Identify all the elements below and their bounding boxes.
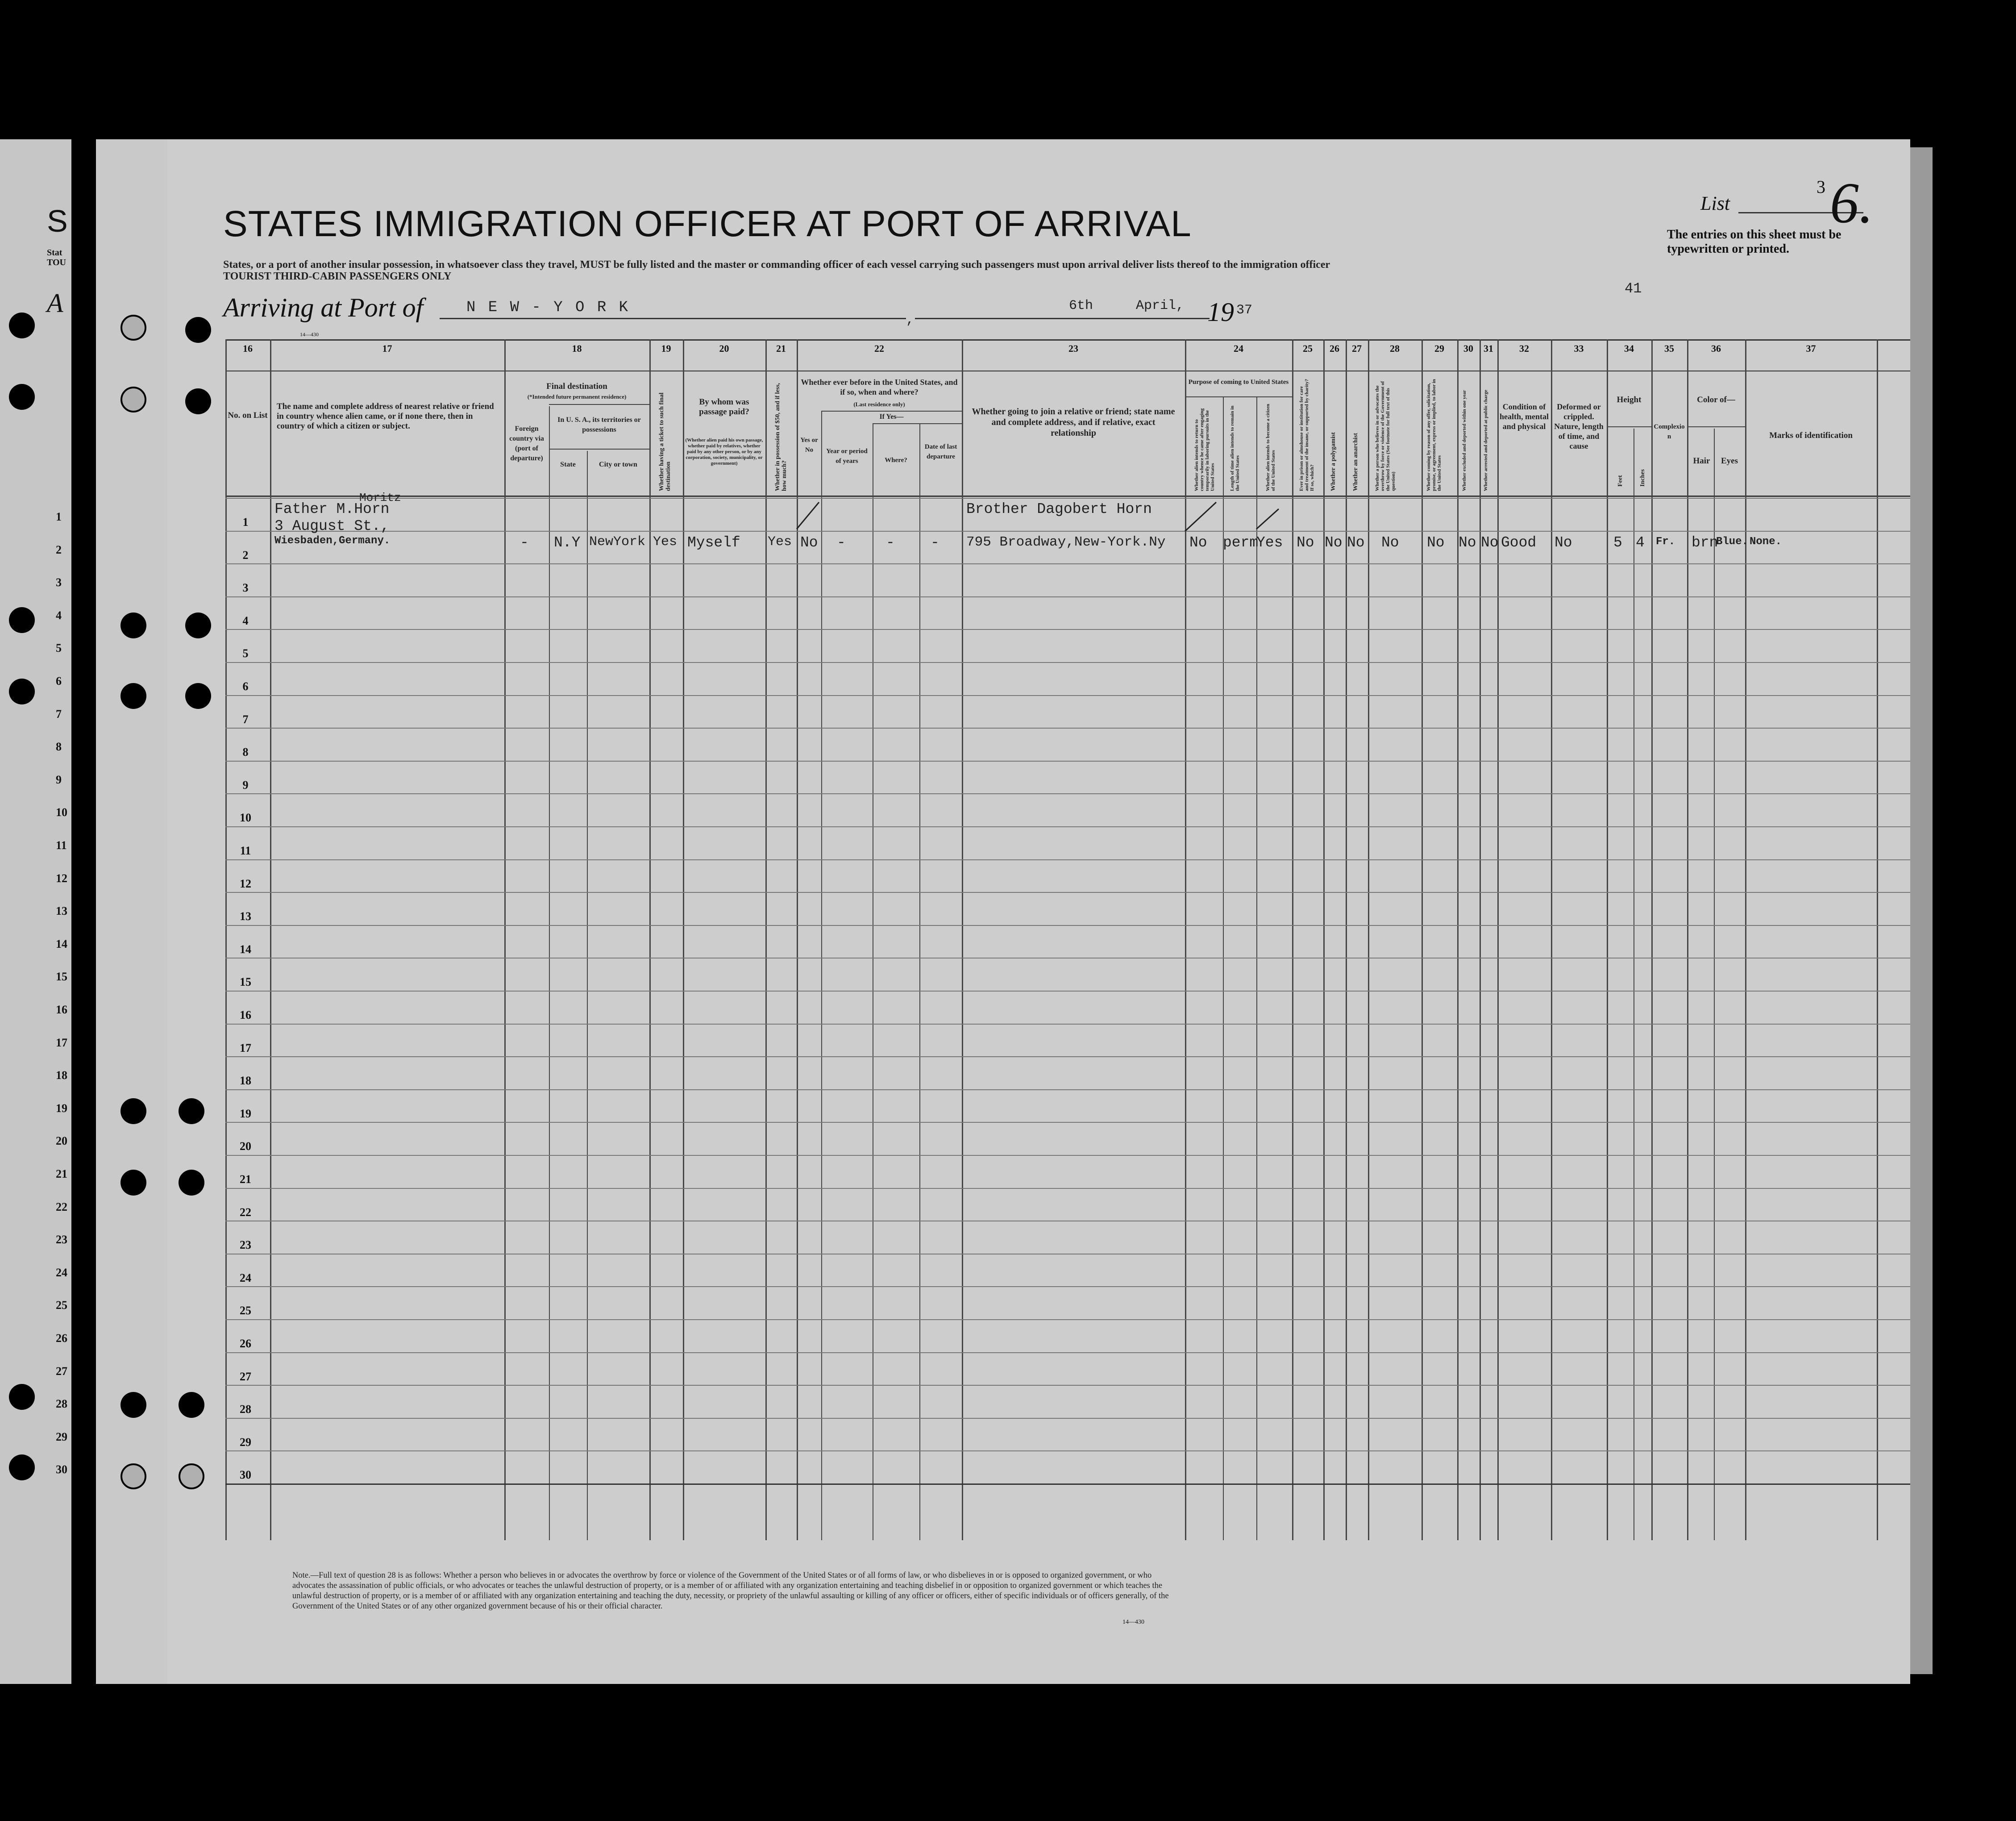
colnum-31: 31 xyxy=(1484,343,1493,354)
header-eyes: Eyes xyxy=(1721,456,1738,466)
prev-sheet-row-number: 13 xyxy=(56,904,67,918)
header-labor-offer: Whether coming by reason of any offer, solicitation, promise, or agreement, express or implied, to labor in the United States xyxy=(1426,379,1442,491)
colnum-26: 26 xyxy=(1330,343,1339,354)
prev-sheet-row-number: 12 xyxy=(56,871,67,885)
departure-date-value: - xyxy=(931,534,939,551)
prev-sheet-row-number: 5 xyxy=(56,642,62,655)
where-value: - xyxy=(886,534,895,551)
row-line xyxy=(225,531,1910,532)
row-line xyxy=(225,1450,1910,1451)
row-line xyxy=(225,1089,1910,1090)
marks-value: None. xyxy=(1750,536,1782,548)
header-passage-paid-note: (Whether alien paid his own passage, whether paid by relatives, whether paid by any other person, or by any corporation, society, municipality, or government) xyxy=(685,438,763,466)
relative-street: 3 August St., xyxy=(274,518,390,534)
header-years: Year or period of years xyxy=(826,448,868,465)
row-number: 28 xyxy=(240,1403,251,1416)
form-instructions: States, or a port of another insular possession, in whatsoever class they travel, MUST be fully listed and the master or commanding officer of each vessel carrying such passengers must upon arrival deliver lists thereof to the immigration officer xyxy=(223,259,1330,271)
list-number: 6. xyxy=(1830,171,1874,235)
passenger-class-heading: TOURIST THIRD-CABIN PASSENGERS ONLY xyxy=(223,271,452,282)
q29-value: No xyxy=(1427,534,1445,551)
row-number: 18 xyxy=(240,1074,251,1088)
prev-sheet-row-number: 29 xyxy=(56,1430,67,1443)
arrival-day: 6th xyxy=(1069,298,1093,313)
prev-sheet-row-number: 30 xyxy=(56,1463,67,1476)
header-health: Condition of health, mental and physical xyxy=(1500,402,1549,431)
row-line xyxy=(225,761,1910,762)
row-number: 27 xyxy=(240,1370,251,1383)
list-label: List xyxy=(1700,192,1730,214)
list-prefix: 3 xyxy=(1816,177,1825,197)
header-height: Height xyxy=(1617,395,1642,404)
prev-sheet-row-number: 23 xyxy=(56,1233,67,1246)
prev-sheet-row-number: 15 xyxy=(56,970,67,983)
form-title: STATES IMMIGRATION OFFICER AT PORT OF ARRIVAL xyxy=(223,204,1192,244)
prev-sheet-letter: S xyxy=(47,204,68,238)
typewritten-notice: The entries on this sheet must be typewritten or printed. xyxy=(1667,228,1841,256)
prev-sheet-row-number: 18 xyxy=(56,1069,67,1082)
header-date-departure: Date of last departure xyxy=(924,443,957,460)
port-value: N E W - Y O R K xyxy=(466,299,630,316)
row-number: 1 xyxy=(242,516,249,529)
year-suffix: 37 xyxy=(1236,303,1253,318)
prev-sheet-row-number: 17 xyxy=(56,1036,67,1049)
header-if-yes: If Yes— xyxy=(879,413,904,421)
binding-strip xyxy=(96,139,167,1684)
row-number: 21 xyxy=(240,1173,251,1186)
colnum-34: 34 xyxy=(1624,343,1634,354)
colnum-36: 36 xyxy=(1711,343,1721,354)
header-question-28: Whether a person who believes in or advocates the overthrow by force or violence of the Government of the United States (See footnote for full text of this question) xyxy=(1375,381,1396,491)
city-value: NewYork xyxy=(589,534,646,550)
prev-sheet-row-number: 14 xyxy=(56,937,67,950)
prev-sheet-row-number: 24 xyxy=(56,1266,67,1279)
row-line xyxy=(225,859,1910,860)
form-code-bottom: 14—430 xyxy=(1122,1619,1144,1625)
header-state: State xyxy=(560,461,576,468)
header-ever-before: Whether ever before in the United States, and if so, when and where? xyxy=(801,378,958,396)
header-fifty-dollars: Whether in possession of $50, and if less, how much? xyxy=(774,383,788,491)
header-final-destination-note: (*Intended future permanent residence) xyxy=(527,393,627,400)
port-underline xyxy=(440,318,906,319)
colnum-27: 27 xyxy=(1352,343,1362,354)
prev-sheet-row-number: 4 xyxy=(56,608,62,622)
check-mark-ever-before xyxy=(792,498,823,533)
prev-sheet-row-number: 8 xyxy=(56,740,62,754)
complexion-value: Fr. xyxy=(1656,536,1675,548)
row-number: 14 xyxy=(240,942,251,956)
row-line xyxy=(225,793,1910,794)
row-number: 29 xyxy=(240,1435,251,1449)
colnum-17: 17 xyxy=(382,343,392,354)
arriving-port-label: Arriving at Port of xyxy=(223,293,424,322)
row-line xyxy=(225,991,1910,992)
prev-sheet-row-number: 3 xyxy=(56,576,62,589)
row-line xyxy=(225,1155,1910,1156)
prev-sheet-row-number: 27 xyxy=(56,1364,67,1378)
health-value: Good xyxy=(1501,534,1537,551)
header-city: City or town xyxy=(599,461,637,468)
anarchist-value: No xyxy=(1347,534,1365,551)
relative-name: Father M.Horn xyxy=(274,501,390,517)
row-number: 7 xyxy=(242,713,249,726)
row-line xyxy=(225,563,1910,564)
prev-sheet-row-number: 2 xyxy=(56,543,62,556)
row-number: 9 xyxy=(242,778,249,792)
row-number: 13 xyxy=(240,910,251,923)
row-line xyxy=(225,596,1910,597)
row-number: 16 xyxy=(240,1008,251,1021)
row-number: 3 xyxy=(242,581,249,595)
row-line xyxy=(225,1483,1910,1485)
row-number: 24 xyxy=(240,1271,251,1284)
header-marks: Marks of identification xyxy=(1769,431,1853,440)
colnum-29: 29 xyxy=(1434,343,1444,354)
header-purpose: Purpose of coming to United States xyxy=(1188,379,1289,386)
row-line xyxy=(225,1122,1910,1123)
row-number: 25 xyxy=(240,1304,251,1317)
citizen-value: Yes xyxy=(1256,534,1283,551)
row-line xyxy=(225,1352,1910,1353)
prev-sheet-row-number: 21 xyxy=(56,1167,67,1180)
row-line xyxy=(225,925,1910,926)
colnum-28: 28 xyxy=(1390,343,1400,354)
colnum-18: 18 xyxy=(572,343,582,354)
row-line xyxy=(225,826,1910,827)
form-code-top: 14—430 xyxy=(300,331,319,338)
header-yes-no: Yes or No xyxy=(800,437,818,454)
state-value: N.Y xyxy=(554,534,581,551)
years-value: - xyxy=(837,534,846,551)
header-feet: Feet xyxy=(1617,475,1624,487)
row-line xyxy=(225,892,1910,893)
header-deported: Whether excluded and deported within one year xyxy=(1462,390,1467,491)
row-number: 30 xyxy=(240,1468,251,1482)
row-number: 19 xyxy=(240,1107,251,1120)
header-foreign-country: Foreign country via (port of departure) xyxy=(509,425,544,462)
header-passage-paid: By whom was passage paid? xyxy=(699,397,749,417)
row-line xyxy=(225,629,1910,630)
colnum-24: 24 xyxy=(1234,343,1243,354)
prev-sheet-row-number: 10 xyxy=(56,806,67,819)
row-number: 8 xyxy=(242,746,249,759)
feet-value: 5 xyxy=(1613,534,1622,551)
header-deformed: Deformed or crippled. Nature, length of time, and cause xyxy=(1554,402,1604,450)
row-number: 23 xyxy=(240,1238,251,1252)
header-hair: Hair xyxy=(1693,456,1710,466)
colnum-20: 20 xyxy=(719,343,729,354)
header-nearest-relative: The name and complete address of nearest relative or friend in country whence alien came, or if none there, then in country of which a citizen or subject. xyxy=(277,402,494,431)
prev-sheet-row-number: 9 xyxy=(56,773,62,786)
row-line xyxy=(225,1418,1910,1419)
row-number: 22 xyxy=(240,1205,251,1219)
header-prison: Ever in prison or almshouse or institution for care and treatment of the insane, or supported by charity? If so, which? xyxy=(1299,379,1315,491)
header-join-relative: Whether going to join a relative or friend; state name and complete address, and if relative, exact relationship xyxy=(972,407,1175,438)
colnum-30: 30 xyxy=(1463,343,1473,354)
colnum-19: 19 xyxy=(661,343,671,354)
colnum-25: 25 xyxy=(1303,343,1313,354)
header-length-stay: Length of time alien intends to remain in the United States xyxy=(1230,405,1240,491)
row-line xyxy=(225,1056,1910,1057)
colnum-37: 37 xyxy=(1806,343,1816,354)
hair-value: brn xyxy=(1692,534,1718,551)
row-line xyxy=(225,1024,1910,1025)
row-line xyxy=(225,1385,1910,1386)
polygamist-value: No xyxy=(1325,534,1343,551)
row-number: 10 xyxy=(240,811,251,825)
prev-sheet-row-number: 7 xyxy=(56,707,62,721)
row-line xyxy=(225,1188,1910,1189)
header-last-residence: (Last residence only) xyxy=(853,401,905,408)
header-ticket: Whether having a ticket to such final destination xyxy=(658,392,672,491)
q30-value: No xyxy=(1459,534,1476,551)
arrival-month: April, xyxy=(1136,298,1185,313)
join-relative-name: Brother Dagobert Horn xyxy=(966,501,1152,517)
prison-value: No xyxy=(1297,534,1314,551)
row-number: 2 xyxy=(242,548,249,562)
fifty-value: Yes xyxy=(768,534,792,550)
header-where: Where? xyxy=(885,457,907,464)
foreign-via-value: - xyxy=(520,534,529,551)
prev-sheet-row-number: 19 xyxy=(56,1101,67,1115)
prev-sheet-row-number: 26 xyxy=(56,1332,67,1345)
colnum-22: 22 xyxy=(874,343,884,354)
row-line xyxy=(225,1286,1910,1287)
header-in-usa: In U. S. A., its territories or possessions xyxy=(557,416,641,433)
row-number: 5 xyxy=(242,647,249,660)
deformed-value: No xyxy=(1555,534,1572,551)
prev-sheet-row-number: 25 xyxy=(56,1299,67,1312)
prev-sheet-fragment-text: Stat TOU xyxy=(47,248,66,267)
row-line xyxy=(225,728,1910,729)
colnum-23: 23 xyxy=(1068,343,1078,354)
prev-sheet-row-number: 16 xyxy=(56,1003,67,1016)
header-return-country: Whether alien intends to return to country whence he came after engaging temporarily in laboring pursuits in the United States xyxy=(1194,408,1215,491)
prev-sheet-letter-2: A xyxy=(47,288,63,318)
header-arrested: Whether arrested and deported at public charge xyxy=(1483,390,1488,491)
row-line xyxy=(225,498,1910,499)
row-number: 26 xyxy=(240,1337,251,1350)
year-prefix: 19 xyxy=(1207,297,1234,327)
header-complexion: Complexion xyxy=(1654,423,1685,440)
header-polygamist: Whether a polygamist xyxy=(1330,432,1337,491)
row-number: 17 xyxy=(240,1041,251,1054)
row-number: 15 xyxy=(240,975,251,989)
header-become-citizen: Whether alien intends to become a citizen of the United States xyxy=(1265,404,1276,491)
sheet-number: 41 xyxy=(1625,280,1642,297)
row-line xyxy=(225,662,1910,663)
page-edge xyxy=(1910,147,1933,1674)
header-final-destination: Final destination xyxy=(546,382,607,391)
join-relative-address: 795 Broadway,New-York.Ny xyxy=(966,534,1166,550)
return-value: No xyxy=(1189,534,1207,551)
colnum-32: 32 xyxy=(1519,343,1529,354)
row-number: 6 xyxy=(242,680,249,693)
date-underline xyxy=(915,318,1210,319)
colnum-35: 35 xyxy=(1664,343,1674,354)
colnum-21: 21 xyxy=(776,343,786,354)
length-value: perm xyxy=(1223,534,1259,551)
ticket-value: Yes xyxy=(653,534,678,550)
q31-value: No xyxy=(1481,534,1499,551)
header-inches: Inches xyxy=(1639,469,1646,487)
q28-value: No xyxy=(1381,534,1399,551)
manifest-table xyxy=(167,339,1910,1540)
row-number: 12 xyxy=(240,877,251,890)
check-mark-citizen xyxy=(1252,504,1283,531)
prev-sheet-row-number: 20 xyxy=(56,1134,67,1148)
check-mark-purpose xyxy=(1181,498,1221,533)
prev-sheet-row-number: 11 xyxy=(56,839,67,852)
relative-name-insert: Moritz xyxy=(359,491,401,504)
inches-value: 4 xyxy=(1636,534,1645,551)
colnum-16: 16 xyxy=(243,343,253,354)
prev-sheet-row-number: 22 xyxy=(56,1200,67,1213)
prev-sheet-row-number: 1 xyxy=(56,510,62,523)
paid-by-value: Myself xyxy=(687,534,740,551)
row-number: 11 xyxy=(240,844,251,857)
header-color: Color of— xyxy=(1697,395,1735,404)
header-anarchist: Whether an anarchist xyxy=(1352,433,1359,491)
ever-before-value: No xyxy=(800,534,818,551)
eyes-value: Blue. xyxy=(1716,536,1749,548)
colnum-33: 33 xyxy=(1574,343,1584,354)
binding-shadow xyxy=(71,134,96,1688)
prev-sheet-row-number: 28 xyxy=(56,1397,67,1411)
relative-city: Wiesbaden,Germany. xyxy=(274,535,391,547)
prev-sheet-row-number: 6 xyxy=(56,675,62,688)
header-no-on-list: No. on List xyxy=(228,411,268,420)
row-number: 4 xyxy=(242,614,249,627)
row-number: 20 xyxy=(240,1140,251,1153)
row-line xyxy=(225,695,1910,696)
row-line xyxy=(225,1319,1910,1320)
footnote-question-28: Note.—Full text of question 28 is as follows: Whether a person who believes in or advocates the overthrow by force or violence of the Government of the United States or of all forms of law, or who disbelieves in or is opposed to organized government, or who advocates the assassination of public officials, or who advocates or teaches the unlawful destruction of property, or is a member of or affiliated with any organization entertaining and teaching disbelief in or opposition to organized government or which teaches the unlawful destruction of property, or is a member of or affiliated with any organization entertaining and teaching the duty, necessity, or propriety of the unlawful assaulting or killing of any officer or officers, either of specific individuals or of officers generally, of the Government of the United States or of any other organized government because of his or their official character. xyxy=(292,1571,1169,1611)
